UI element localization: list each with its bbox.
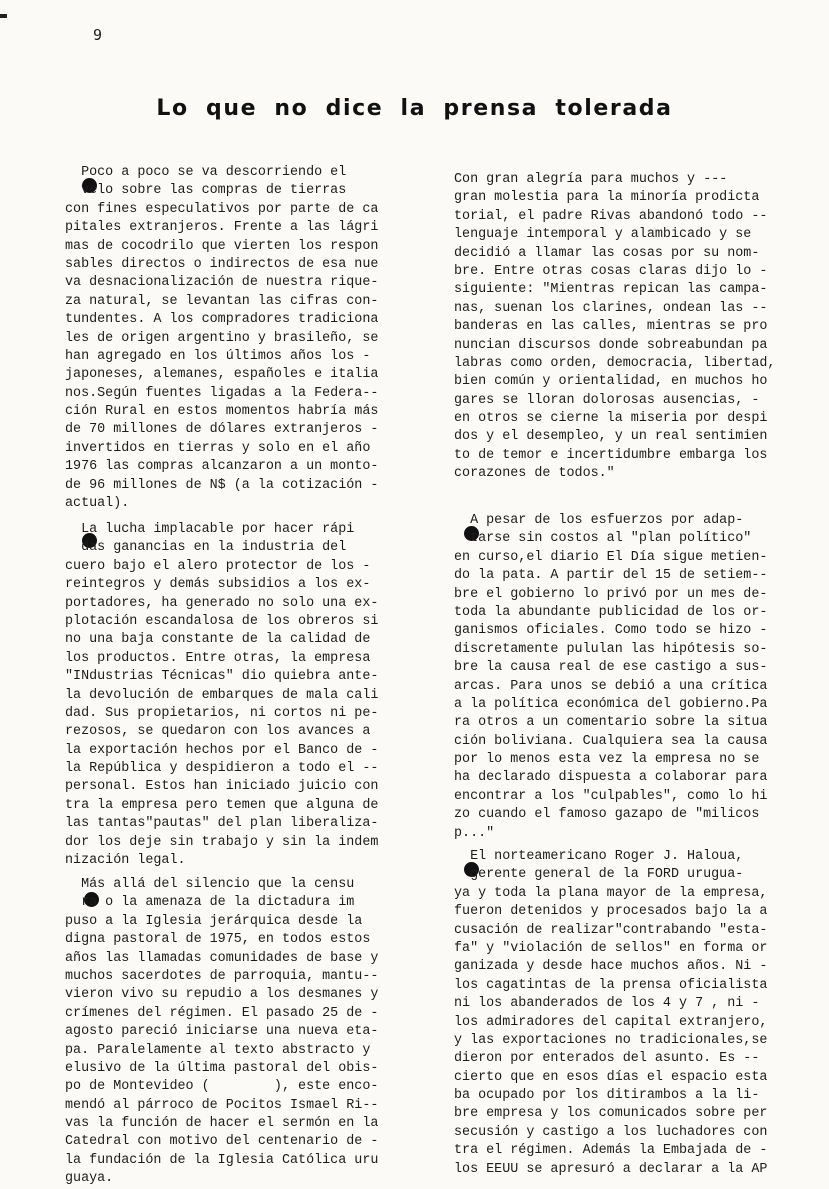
text-line: años las llamadas comunidades de base y xyxy=(65,950,379,966)
text-line: Con gran alegría para muchos y --- xyxy=(454,172,728,187)
text-line: discretamente pululan las hipótesis so- xyxy=(454,641,768,657)
page-headline: Lo que no dice la prensa tolerada xyxy=(156,96,673,121)
text-line: bre empresa y los comunicados sobre per xyxy=(454,1106,768,1122)
text-line: crímenes del régimen. El pasado 25 de - xyxy=(65,1005,379,1021)
page-number: 9 xyxy=(93,26,103,44)
text-line: siguiente: "Mientras repican las campa- xyxy=(454,282,768,298)
text-line: tra la empresa pero temen que alguna de xyxy=(65,797,379,813)
text-line: to de temor e incertidumbre embarga los xyxy=(454,447,768,463)
text-line: La lucha implacable por hacer rápi xyxy=(65,522,355,537)
text-line: portadores, ha generado no solo una ex- xyxy=(65,595,379,611)
text-line: "INdustrias Técnicas" dio quiebra ante- xyxy=(65,669,379,685)
text-line: ha declarado dispuesta a colaborar para xyxy=(454,770,768,786)
text-line: gerente general de la FORD urugua- xyxy=(454,867,744,883)
text-line: dor los deje sin trabajo y sin la indem xyxy=(65,834,379,850)
text-line: de 96 millones de N$ (a la cotización - xyxy=(65,477,379,493)
text-line: Más allá del silencio que la censu xyxy=(65,877,355,892)
text-line: tundentes. A los compradores tradiciona xyxy=(65,312,379,328)
article-diario-el-dia xyxy=(454,512,806,843)
text-line: cusación de realizar"contrabando "esta- xyxy=(454,922,768,938)
text-line: ra o la amenaza de la dictadura im xyxy=(65,895,355,911)
page-edge-mark xyxy=(0,14,7,18)
text-line: bre el gobierno lo privó por un mes de- xyxy=(454,586,768,602)
text-line: bre la causa real de ese castigo a sus- xyxy=(454,660,768,676)
text-line: ba ocupado por los ditirambos a la li- xyxy=(454,1088,760,1104)
text-line: elusivo de la última pastoral del obis- xyxy=(65,1060,379,1076)
text-line: la exportación hechos por el Banco de - xyxy=(65,742,379,758)
text-line: sables directos o indirectos de esa nue xyxy=(65,256,379,272)
text-line: secusión y castigo a los luchadores con xyxy=(454,1124,768,1140)
text-line: torial, el padre Rivas abandonó todo -- xyxy=(454,208,768,224)
text-line: personal. Estos han iniciado juicio con xyxy=(65,779,379,795)
text-line: mendó al párroco de Pocitos Ismael Ri-- xyxy=(65,1097,379,1113)
text-line: no una baja constante de la calidad de xyxy=(65,632,371,648)
text-line: dieron por enterados del asunto. Es -- xyxy=(454,1051,760,1067)
text-line: bre. Entre otras cosas claras dijo lo - xyxy=(454,263,768,279)
text-line: a la política económica del gobierno.Pa xyxy=(454,696,768,712)
text-line: arcas. Para unos se debió a una crítica xyxy=(454,678,768,694)
text-line: reintegros y demás subsidios a los ex- xyxy=(65,577,371,593)
text-line: encontrar a los "culpables", como lo hi xyxy=(454,788,768,804)
text-line: vas la función de hacer el sermón en la xyxy=(65,1116,379,1132)
text-line: po de Montevideo ( ), este enco- xyxy=(65,1079,379,1095)
text-line: ción Rural en estos momentos habría más xyxy=(65,404,379,420)
text-line: labras como orden, democracia, libertad, xyxy=(454,355,776,371)
text-line: ganismos oficiales. Como todo se hizo - xyxy=(454,623,768,639)
text-line: lenguaje intemporal y alambicado y se xyxy=(454,227,752,243)
text-line: por lo menos esta vez la empresa no se xyxy=(454,752,760,768)
article-padre-rivas xyxy=(454,171,806,484)
text-line: 1976 las compras alcanzaron a un monto- xyxy=(65,459,379,475)
text-line: tarse sin costos al "plan político" xyxy=(454,531,752,547)
text-line: corazones de todos." xyxy=(454,466,615,482)
text-line: Poco a poco se va descorriendo el xyxy=(65,165,347,180)
text-line: cuero bajo el alero protector de los - xyxy=(65,558,371,574)
text-line: das ganancias en la industria del xyxy=(65,540,347,556)
text-line: zo cuando el famoso gazapo de "milicos xyxy=(454,807,760,823)
text-line: dos y el desempleo, y un real sentimien xyxy=(454,429,768,445)
text-line: la devolución de embarques de mala cali xyxy=(65,687,379,703)
text-line: han agregado en los últimos años los - xyxy=(65,348,371,364)
text-line: velo sobre las compras de tierras xyxy=(65,183,347,199)
text-line: los EEUU se apresuró a declarar a la AP xyxy=(454,1161,768,1177)
text-line: la República y despidieron a todo el -- xyxy=(65,761,379,777)
text-line: puso a la Iglesia jerárquica desde la xyxy=(65,913,363,929)
text-line: tra el régimen. Además la Embajada de - xyxy=(454,1143,768,1159)
text-line: japoneses, alemanes, españoles e italia xyxy=(65,367,379,383)
text-line: ni los abanderados de los 4 y 7 , ni - xyxy=(454,996,760,1012)
text-line: nas, suenan los clarines, ondean las -- xyxy=(454,300,768,316)
text-line: ya y toda la plana mayor de la empresa, xyxy=(454,885,768,901)
text-line: plotación escandalosa de los obreros si xyxy=(65,613,379,629)
text-line: Catedral con motivo del centenario de - xyxy=(65,1134,379,1150)
text-line: en curso,el diario El Día sigue metien- xyxy=(454,549,768,565)
text-line: los admiradores del capital extranjero, xyxy=(454,1014,768,1030)
article-iglesia xyxy=(65,876,417,1189)
text-line: nización legal. xyxy=(65,853,186,869)
text-line: decidió a llamar las cosas por su nom- xyxy=(454,245,760,261)
text-line: dad. Sus propietarios, ni cortos ni pe- xyxy=(65,705,379,721)
text-line: gran molestia para la minoría prodicta xyxy=(454,190,760,206)
text-line: pitales extranjeros. Frente a las lágri xyxy=(65,220,379,236)
text-line: invertidos en tierras y solo en el año xyxy=(65,440,371,456)
text-line: fueron detenidos y procesados bajo la a xyxy=(454,904,768,920)
text-line: toda la abundante publicidad de los or- xyxy=(454,604,768,620)
text-line: agosto pareció iniciarse una nueva eta- xyxy=(65,1024,379,1040)
text-line: actual). xyxy=(65,496,130,512)
text-line: nos.Según fuentes ligadas a la Federa-- xyxy=(65,385,379,401)
text-line: muchos sacerdotes de parroquia, mantu-- xyxy=(65,968,379,984)
article-industria-cuero xyxy=(65,521,417,870)
text-line: El norteamericano Roger J. Haloua, xyxy=(454,849,744,864)
text-line: ción boliviana. Cualquiera sea la causa xyxy=(454,733,768,749)
text-line: nuncian discursos donde sobreabundan pa xyxy=(454,337,768,353)
text-line: la fundación de la Iglesia Católica uru xyxy=(65,1152,379,1168)
article-compras-tierras xyxy=(65,164,417,513)
text-line: ra otros a un comentario sobre la situa xyxy=(454,715,768,731)
text-line: y las exportaciones no tradicionales,se xyxy=(454,1032,768,1048)
text-line: fa" y "violación de sellos" en forma or xyxy=(454,940,768,956)
text-line: A pesar de los esfuerzos por adap- xyxy=(454,513,744,528)
text-line: ganizada y desde hace muchos años. Ni - xyxy=(454,959,768,975)
text-line: las tantas"pautas" del plan liberaliza- xyxy=(65,816,379,832)
text-line: va desnacionalización de nuestra rique- xyxy=(65,275,379,291)
text-line: vieron vivo su repudio a los desmanes y xyxy=(65,987,379,1003)
text-line: con fines especulativos por parte de ca xyxy=(65,201,379,217)
text-line: en otros se cierne la miseria por despi xyxy=(454,411,768,427)
text-line: los productos. Entre otras, la empresa xyxy=(65,650,371,666)
text-line: de 70 millones de dólares extranjeros - xyxy=(65,422,379,438)
text-line: les de origen argentino y brasileño, se xyxy=(65,330,379,346)
text-line: mas de cocodrilo que vierten los respon xyxy=(65,238,379,254)
text-line: banderas en las calles, mientras se pro xyxy=(454,319,768,335)
article-ford xyxy=(454,848,806,1179)
text-line: cierto que en esos días el espacio esta xyxy=(454,1069,768,1085)
text-line: gares se lloran dolorosas ausencias, - xyxy=(454,392,760,408)
text-line: digna pastoral de 1975, en todos estos xyxy=(65,932,371,948)
text-line: do la pata. A partir del 15 de setiem-- xyxy=(454,568,768,584)
text-line: los cagatintas de la prensa oficialista xyxy=(454,977,768,993)
text-line: p..." xyxy=(454,825,495,841)
text-line: za natural, se levantan las cifras con- xyxy=(65,293,379,309)
text-line: rezosos, se quedaron con los avances a xyxy=(65,724,371,740)
text-line: bien común y orientalidad, en muchos ho xyxy=(454,374,768,390)
text-line: pa. Paralelamente al texto abstracto y xyxy=(65,1042,371,1058)
text-line: guaya. xyxy=(65,1171,114,1187)
